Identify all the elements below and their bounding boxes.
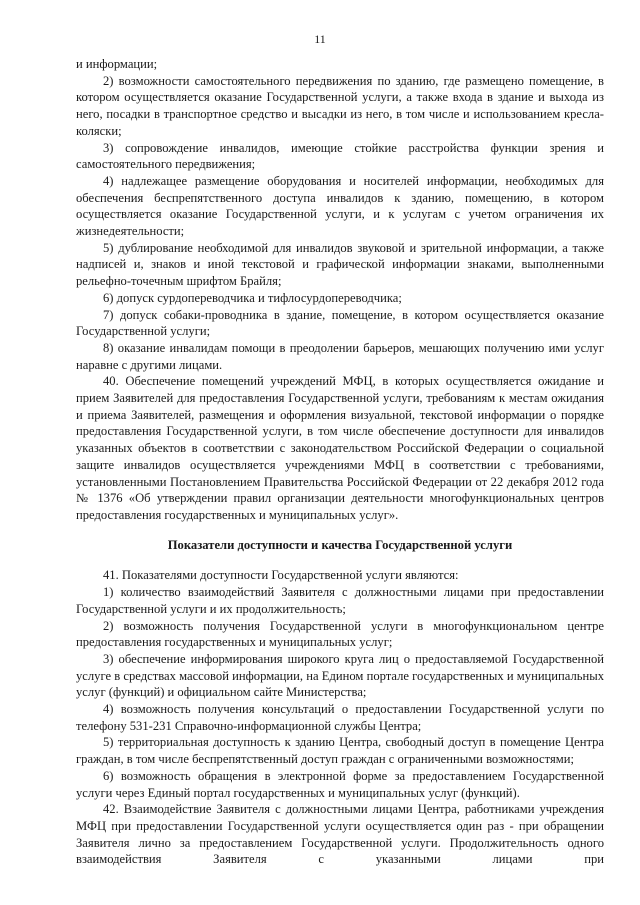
document-body [76,56,604,868]
paragraph-indicator-3: 3) обеспечение информирования широкого круга лиц о предоставляемой Государственной услуге в средствах массовой информации, на Едином портале государственных и муниципальных услуг (функций) и официальном сайте Министерства; [76,651,604,700]
paragraph-item-7: 7) допуск собаки-проводника в здание, помещение, в котором осуществляется оказание Государственной услуги; [76,307,604,339]
page-number: 11 [314,32,326,46]
paragraph-item-8: 8) оказание инвалидам помощи в преодолении барьеров, мешающих получению ими услуг наравне с другими лицами. [76,340,604,372]
paragraph-item-6: 6) допуск сурдопереводчика и тифлосурдопереводчика; [103,290,402,305]
paragraph-indicator-4: 4) возможность получения консультаций о предоставлении Государственной услуги по телефону 531-231 Справочно-информационной службы Центра; [76,702,604,733]
paragraph-item-2: 2) возможности самостоятельного передвижения по зданию, где размещено помещение, в котором осуществляется оказание Государственной услуги, а также входа в здание и выхода из него, посадки в транспортное средство и высадки из него, в том числе и использованием кресла-коляски; [76,73,604,138]
paragraph-clause-42: 42. Взаимодействие Заявителя с должностными лицами Центра, работниками учреждения МФЦ при предоставлении Государственной услуги осуществляется один раз - при обращении Заявителя лично за предоставлением Государственной услуги. Продолжительность одного взаимодействия Заявителя с указанными лицами при [76,802,604,867]
paragraph-item-4: 4) надлежащее размещение оборудования и носителей информации, необходимых для обеспечения беспрепятственного доступа инвалидов к зданию, помещению, в котором осуществляется оказание Государственной услуги, и к услугам с учетом ограничения их жизнедеятельности; [76,173,604,239]
paragraph-clause-41: 41. Показателями доступности Государственной услуги являются: [103,568,459,583]
paragraph-indicator-2: 2) возможность получения Государственной услуги в многофункциональном центре предоставления государственных и муниципальных услуг; [76,618,604,650]
section-heading: Показатели доступности и качества Государственной услуги [167,537,513,552]
paragraph-indicator-1: 1) количество взаимодействий Заявителя с должностными лицами при предоставлении Государственной услуги и их продолжительность; [76,585,604,616]
paragraph-item-5: 5) дублирование необходимой для инвалидов звуковой и зрительной информации, а также надписей и, знаков и иной текстовой и графической информации знаками, выполненными рельефно-точечным шрифтом Брайля; [76,240,604,289]
paragraph-item-3: 3) сопровождение инвалидов, имеющие стойкие расстройства функции зрения и самостоятельного передвижения; [76,140,604,172]
paragraph-clause-40: 40. Обеспечение помещений учреждений МФЦ, в которых осуществляется ожидание и прием Заявителей для предоставления Государственной услуги, требованиям к местам ожидания и приема Заявителей, размещения и оформления визуальной, текстовой информации о порядке предоставления Государственной услуги, в том числе обеспечение доступности для инвалидов указанных объектов в соответствии с законодательством Российской Федерации о социальной защите инвалидов осуществляется учреждениями МФЦ в соответствии с требованиями, установленными Постановлением Правительства Российской Федерации от 22 декабря 2012 года № 1376 «Об утверждении правил организации деятельности многофункциональных центров предоставления государственных и муниципальных услуг». [76,374,604,522]
paragraph-indicator-6: 6) возможность обращения в электронной форме за предоставлением Государственной услуги через Единый портал государственных и муниципальных услуг (функций). [76,768,604,800]
paragraph-indicator-5: 5) территориальная доступность к зданию Центра, свободный доступ в помещение Центра граждан, в том числе беспрепятственный доступ граждан с ограниченными возможностями; [76,735,604,767]
paragraph-continuation: и информации; [76,57,158,71]
